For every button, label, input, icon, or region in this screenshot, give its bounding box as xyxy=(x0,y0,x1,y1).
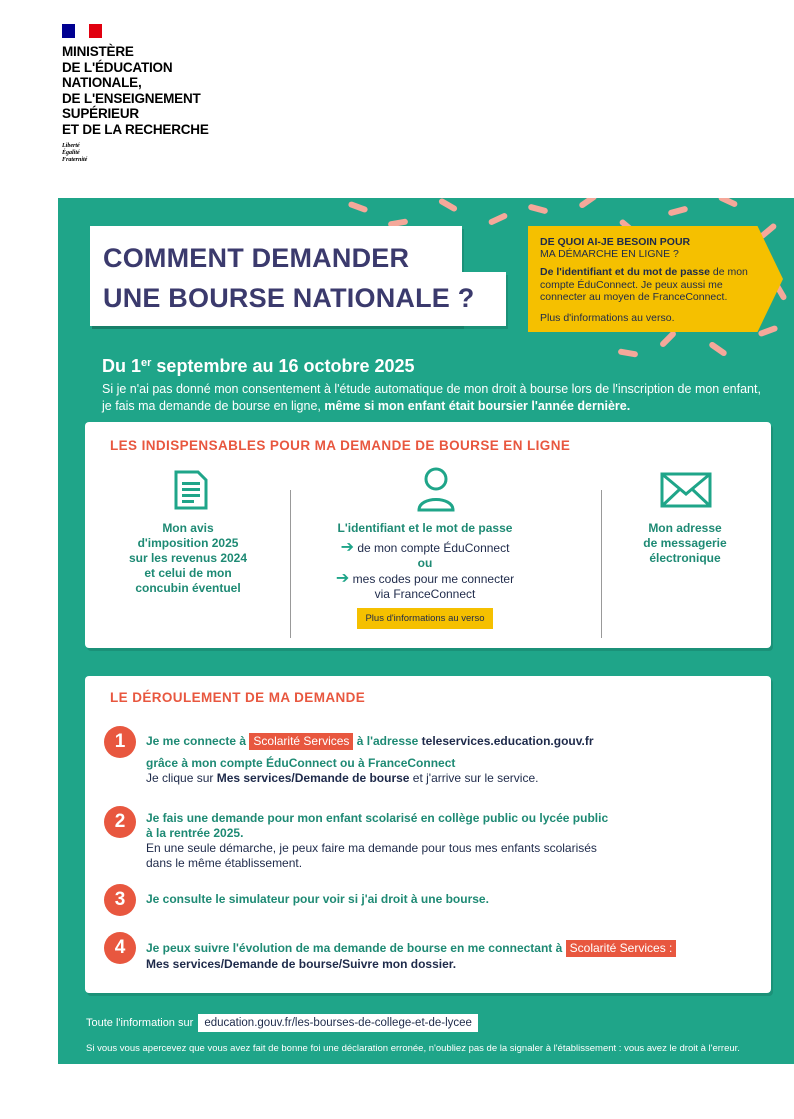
step-number: 2 xyxy=(104,806,136,838)
date-sup: er xyxy=(141,357,152,369)
decor-dash xyxy=(758,325,779,337)
scolarite-services-tag: Scolarité Services : xyxy=(566,940,677,957)
date-prefix: Du 1 xyxy=(102,356,142,376)
callout-question-1: DE QUOI AI-JE BESOIN POUR xyxy=(540,236,691,248)
step-number: 4 xyxy=(104,932,136,964)
callout-more: Plus d'informations au verso. xyxy=(540,312,675,324)
step-3 xyxy=(146,892,706,907)
footer-url[interactable]: education.gouv.fr/les-bourses-de-college-et-de-lycee xyxy=(198,1014,478,1032)
page-title xyxy=(103,238,474,318)
intro-text xyxy=(102,381,762,415)
decor-dash xyxy=(659,330,677,348)
decor-dash xyxy=(618,348,639,357)
intro-normal: Si je n'ai pas donné mon consentement à l'étude automatique de mon droit à bourse lors de l'inscription de mon enfant, je fais ma demande de bourse en ligne, xyxy=(102,382,761,413)
french-flag-icon xyxy=(62,24,102,38)
callout-question-2: MA DÉMARCHE EN LIGNE ? xyxy=(540,248,679,260)
decor-dash xyxy=(718,198,739,208)
decor-dash xyxy=(488,212,509,226)
credentials-title: L'identifiant et le mot de passe xyxy=(337,521,513,535)
mail-icon xyxy=(660,472,712,513)
footer-disclaimer: Si vous vous apercevez que vous avez fait de bonne foi une déclaration erronée, n'oubliez pas de la signaler à l'établissement : vous avez le droit à l'erreur. xyxy=(86,1043,740,1054)
step-4 xyxy=(146,940,706,972)
step-1-d2: Mes services/Demande de bourse xyxy=(216,771,410,785)
step-2-c: En une seule démarche, je peux faire ma demande pour tous mes enfants scolarisés xyxy=(146,841,597,855)
decor-dash xyxy=(438,198,458,213)
credentials-or: ou xyxy=(417,556,433,570)
col-email: Mon adresse de messagerie électronique xyxy=(643,521,727,565)
step-number: 1 xyxy=(104,726,136,758)
footer-label: Toute l'information sur xyxy=(86,1017,197,1029)
divider xyxy=(290,490,291,638)
step-4-b: Mes services/Demande de bourse/Suivre mon dossier. xyxy=(146,957,457,971)
credentials-franceconnect: mes codes pour me connecter xyxy=(352,572,515,586)
step-2-d: dans le même établissement. xyxy=(146,856,303,870)
date-rest: septembre au 16 octobre 2025 xyxy=(151,356,415,376)
step-number: 3 xyxy=(104,884,136,916)
more-info-badge: Plus d'informations au verso xyxy=(357,608,492,629)
credentials-educonnect: de mon compte ÉduConnect xyxy=(357,541,510,555)
divider xyxy=(601,490,602,638)
motto: Liberté Égalité Fraternité xyxy=(62,143,88,163)
col-credentials xyxy=(300,521,550,629)
decor-dash xyxy=(348,201,369,213)
title-line-1: COMMENT DEMANDER xyxy=(103,243,410,273)
step-1-c: grâce à mon compte ÉduConnect ou à FranceConnect xyxy=(146,756,456,770)
decor-dash xyxy=(708,341,728,357)
credentials-franceconnect-2: via FranceConnect xyxy=(374,587,476,601)
ministry-name: MINISTÈRE DE L'ÉDUCATION NATIONALE, DE L'ENSEIGNEMENT SUPÉRIEUR ET DE LA RECHERCHE xyxy=(62,44,209,137)
intro-bold: même si mon enfant était boursier l'année dernière. xyxy=(324,399,631,413)
ministry-logo xyxy=(62,24,262,164)
step-2-b: à la rentrée 2025. xyxy=(146,826,244,840)
process-title: LE DÉROULEMENT DE MA DEMANDE xyxy=(110,690,366,705)
step-1-a: Je me connecte à xyxy=(146,734,250,748)
step-2-a: Je fais une demande pour mon enfant scolarisé en collège public ou lycée public xyxy=(146,811,609,825)
arrow-right-icon: ➔ xyxy=(335,570,350,587)
callout-question xyxy=(540,236,760,260)
title-line-2: UNE BOURSE NATIONALE ? xyxy=(103,283,475,313)
decor-dash xyxy=(528,204,549,215)
date-range xyxy=(102,356,415,377)
arrow-right-icon: ➔ xyxy=(340,539,354,556)
step-1 xyxy=(146,733,706,786)
essentials-title: LES INDISPENSABLES POUR MA DEMANDE DE BOURSE EN LIGNE xyxy=(110,438,571,453)
col-tax-notice: Mon avis d'imposition 2025 sur les revenus 2024 et celui de mon concubin éventuel xyxy=(128,521,248,595)
step-1-d3: et j'arrive sur le service. xyxy=(409,771,539,785)
document-icon xyxy=(174,470,208,515)
step-4-a: Je peux suivre l'évolution de ma demande de bourse en me connectant à xyxy=(146,941,566,955)
callout-text-rest: de mon compte ÉduConnect. Je peux aussi me connecter au moyen de FranceConnect. xyxy=(540,266,748,303)
callout-text xyxy=(540,266,770,304)
user-icon xyxy=(416,466,456,517)
footer-info xyxy=(86,1014,478,1032)
step-3-a: Je consulte le simulateur pour voir si j'ai droit à une bourse. xyxy=(146,892,489,906)
scolarite-services-tag: Scolarité Services xyxy=(249,733,353,750)
teleservices-url: teleservices.education.gouv.fr xyxy=(421,734,594,748)
decor-dash xyxy=(668,206,689,217)
decor-dash xyxy=(578,198,598,209)
step-2 xyxy=(146,811,706,871)
callout-text-bold: De l'identifiant et du mot de passe xyxy=(540,266,710,278)
step-1-b: à l'adresse xyxy=(353,734,422,748)
step-1-d1: Je clique sur xyxy=(146,771,217,785)
